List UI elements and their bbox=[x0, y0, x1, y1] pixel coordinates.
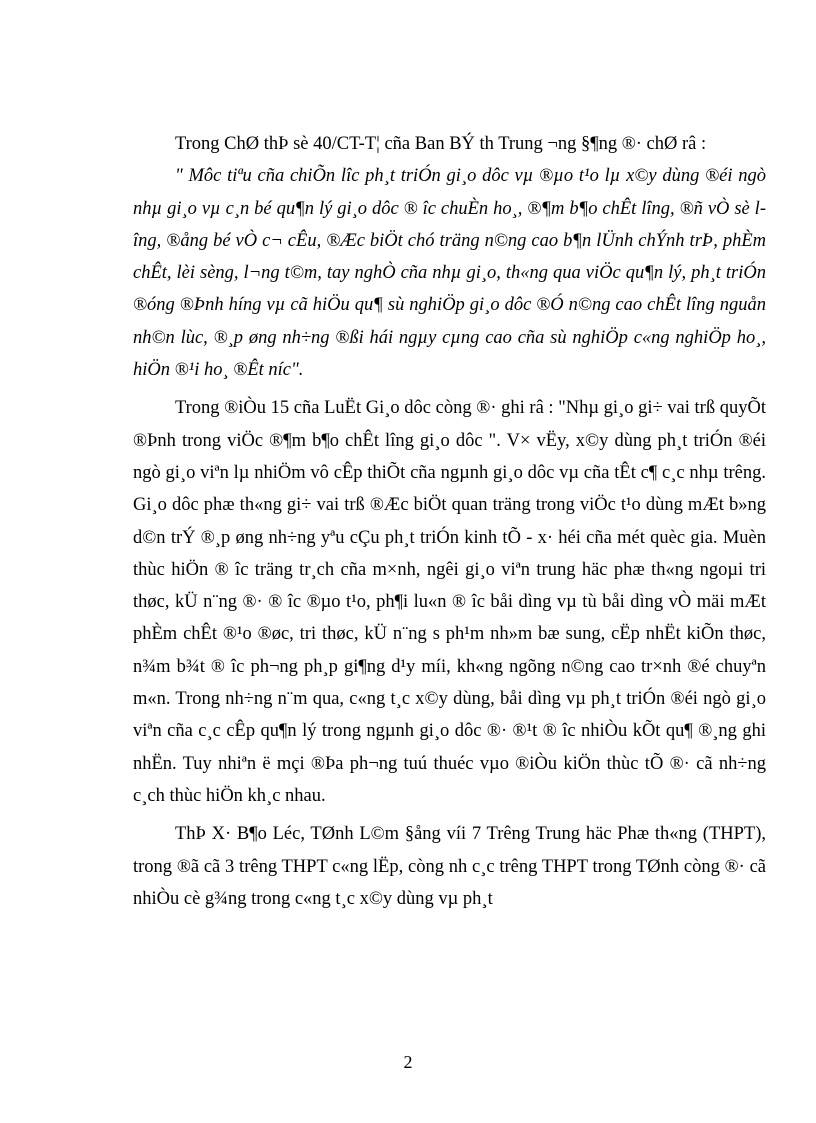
document-body bbox=[133, 128, 766, 915]
paragraph-directive-quote: " Môc tiªu cña chiÕn lîc ph¸t triÓn gi¸o dôc vµ ®µo t¹o lµ x©y dùng ®éi ngò nhµ gi¸o vµ c¸n bé qu¶n lý gi¸o dôc ® îc chuÈn ho¸, ®¶m b¶o chÊt lîng, ®ñ vÒ sè lîng, ®ång bé vÒ c¬ cÊu, ®Æc biÖt chó träng n©ng cao b¶n lÜnh chÝnh trÞ, phÈm chÊt, lèi sèng, l¬ng t©m, tay nghÒ cña nhµ gi¸o, th«ng qua viÖc qu¶n lý, ph¸t triÓn ®óng ®Þnh híng vµ cã hiÖu qu¶ sù nghiÖp gi¸o dôc ®Ó n©ng cao chÊt lîng nguån nh©n lùc, ®¸p øng nh÷ng ®ßi hái ngµy cµng cao cña sù nghiÖp c«ng nghiÖp ho¸, hiÖn ®¹i ho¸ ®Êt níc". bbox=[133, 166, 766, 381]
paragraph-education-law: Trong ®iÒu 15 cña LuËt Gi¸o dôc còng ®· ghi râ : "Nhµ gi¸o gi÷ vai trß quyÕt ®Þnh trong viÖc ®¶m b¶o chÊt lîng gi¸o dôc ". V× vËy, x©y dùng ph¸t triÓn ®éi ngò gi¸o viªn lµ nhiÖm vô cÊp thiÕt cña ngµnh gi¸o dôc vµ cña tÊt c¶ c¸c nhµ trêng. Gi¸o dôc phæ th«ng gi÷ vai trß ®Æc biÖt quan träng trong viÖc t¹o dùng mÆt b»ng d©n trÝ ®¸p øng nh÷ng yªu cÇu ph¸t triÓn kinh tÕ - x· héi cña mét quèc gia. Muèn thùc hiÖn ® îc träng tr¸ch cña m×nh, ngêi gi¸o viªn trung häc phæ th«ng ngoµi tri thøc, kÜ n¨ng ®· ® îc ®µo t¹o, ph¶i lu«n ® îc båi dìng vµ tù båi dìng vÒ mäi mÆt phÈm chÊt ®¹o ®øc, tri thøc, kÜ n¨ng s ph¹m nh»m bæ sung, cËp nhËt kiÕn thøc, n¾m b¾t ® îc ph¬ng ph¸p gi¶ng d¹y míi, kh«ng ngõng n©ng cao tr×nh ®é chuyªn m«n. Trong nh÷ng n¨m qua, c«ng t¸c x©y dùng, båi dìng vµ ph¸t triÓn ®éi ngò gi¸o viªn cña c¸c cÊp qu¶n lý trong ngµnh gi¸o dôc ®· ®¹t ® îc nhiÒu kÕt qu¶ ®¸ng ghi nhËn. Tuy nhiªn ë mçi ®Þa ph¬ng tuú thuéc vµo ®iÒu kiÖn thùc tÕ ®· cã nh÷ng c¸ch thùc hiÖn kh¸c nhau. bbox=[133, 398, 766, 806]
paragraph-directive-intro: Trong ChØ thÞ sè 40/CT-T¦ cña Ban BÝ th Trung ¬ng §¶ng ®· chØ râ : bbox=[175, 134, 707, 154]
paragraph-bao-loc: ThÞ X· B¶o Léc, TØnh L©m §ång víi 7 Trêng Trung häc Phæ th«ng (THPT), trong ®ã cã 3 trêng THPT c«ng lËp, còng nh c¸c trêng THPT trong TØnh còng ®· cã nhiÒu cè g¾ng trong c«ng t¸c x©y dùng vµ ph¸t bbox=[133, 824, 766, 909]
page-number: 2 bbox=[403, 1052, 413, 1072]
